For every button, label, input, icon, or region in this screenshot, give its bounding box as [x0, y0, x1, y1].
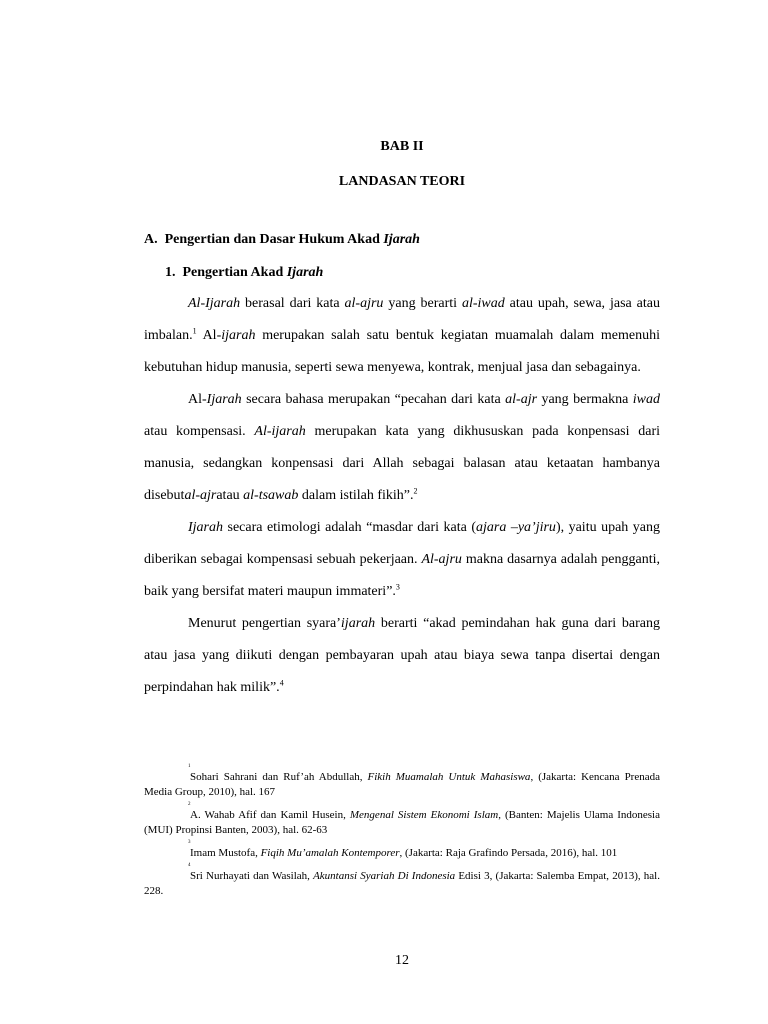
text: berasal dari kata: [240, 296, 345, 311]
chapter-title: LANDASAN TEORI: [338, 174, 466, 189]
footnote-text: [144, 869, 660, 899]
section-a-title-italic: Ijarah: [383, 232, 420, 247]
text: berarti “akad pemindahan hak guna dari barang atau jasa yang diikuti dengan pembayaran upah atau biaya sewa tanpa disertai dengan perpindahan hak milik”.: [144, 616, 660, 695]
text: secara etimologi adalah “masdar dari kata (: [223, 520, 476, 535]
term: al-tsawab: [243, 488, 299, 503]
footnote-text: [144, 770, 660, 800]
footnote-ref: 2: [413, 486, 418, 496]
term: al-ajr: [184, 488, 217, 503]
subsection-1-heading: [165, 264, 323, 282]
book-title: Akuntansi Syariah Di Indonesia: [313, 870, 456, 882]
text: , (Jakarta: Raja Grafindo Persada, 2016), hal. 101: [399, 847, 618, 859]
text: yang bermakna: [537, 392, 633, 407]
text: Sri Nurhayati dan Wasilah,: [190, 870, 314, 882]
term: Ijarah: [188, 520, 223, 535]
footnote-mark: 2: [188, 802, 191, 807]
footnote-ref: 4: [279, 678, 284, 688]
text: Edisi 3, (Jakarta: Salemba Empat, 2013), hal. 228.: [144, 870, 660, 897]
chapter-heading: BAB II: [380, 139, 424, 154]
text: Al-: [188, 392, 207, 407]
paragraph-1: [144, 288, 660, 384]
text: Menurut pengertian syara’: [188, 616, 341, 631]
footnote-2: [144, 802, 660, 838]
text: ), yaitu upah yang diberikan sebagai kompensasi sebuah pekerjaan.: [144, 520, 660, 567]
footnote-mark: 4: [188, 863, 191, 868]
text: dalam istilah fikih”.: [298, 488, 414, 503]
book-title: Mengenal Sistem Ekonomi Islam: [349, 809, 499, 821]
book-title: Fikih Muamalah Untuk Mahasiswa: [367, 771, 531, 783]
paragraph-2: [144, 384, 660, 512]
footnote-mark: 3: [188, 840, 191, 845]
text: secara bahasa merupakan “pecahan dari kata: [241, 392, 506, 407]
text: A. Wahab Afif dan Kamil Husein,: [190, 809, 350, 821]
term: al-iwad: [461, 296, 505, 311]
subsection-1-label: 1.: [165, 265, 176, 280]
text: , (Jakarta: Kencana Prenada Media Group, 2010), hal. 167: [144, 771, 660, 798]
footnote-4: [144, 863, 660, 899]
footnote-1: [144, 764, 660, 800]
paragraph-4: [144, 608, 660, 704]
text: Imam Mustofa,: [190, 847, 261, 859]
term: ijarah: [340, 616, 376, 631]
text: atau upah, sewa, jasa atau imbalan.: [144, 296, 660, 343]
footnote-ref: 1: [192, 326, 197, 336]
footnote-mark: 1: [188, 764, 191, 769]
term: Al-ijarah: [254, 424, 306, 439]
page-number: 12: [395, 953, 409, 968]
footnotes: [144, 764, 660, 901]
term: ijarah: [221, 328, 256, 343]
term: Al-Ijarah: [188, 296, 241, 311]
section-a-label: A.: [144, 232, 158, 247]
text: merupakan salah satu bentuk kegiatan muamalah dalam memenuhi kebutuhan hidup manusia, seperti sewa menyewa, kontrak, menjual jasa dan sebagainya.: [144, 328, 660, 375]
term: iwad: [632, 392, 660, 407]
subsection-1-title: Pengertian Akad: [182, 265, 287, 280]
text: yang berarti: [383, 296, 462, 311]
term: ajara –ya’jiru: [476, 520, 556, 535]
paragraph-3: [144, 512, 660, 608]
text: merupakan kata yang dikhususkan pada konpensasi dari manusia, sedangkan konpensasi dari Allah sebagai balasan atau ketaatan hambanya disebut: [144, 424, 660, 503]
body-text: [144, 288, 660, 704]
section-a-heading: [144, 231, 420, 249]
text: atau kompensasi.: [144, 424, 255, 439]
book-title: Fiqih Mu’amalah Kontemporer: [260, 847, 400, 859]
term: al-ajr: [505, 392, 538, 407]
text: makna dasarnya adalah pengganti, baik yang bersifat materi maupun immateri”.: [144, 552, 660, 599]
term: Ijarah: [206, 392, 242, 407]
text: , (Banten: Majelis Ulama Indonesia (MUI) Propinsi Banten, 2003), hal. 62-63: [144, 809, 660, 836]
text: Al-: [196, 328, 222, 343]
term: al-ajru: [344, 296, 384, 311]
term: Al-ajru: [421, 552, 462, 567]
footnote-ref: 3: [395, 582, 400, 592]
footnote-3: [144, 840, 660, 861]
section-a-title: Pengertian dan Dasar Hukum Akad: [164, 232, 384, 247]
text: atau: [216, 488, 244, 503]
footnote-text: [144, 846, 660, 861]
subsection-1-title-italic: Ijarah: [286, 265, 324, 280]
text: Sohari Sahrani dan Ruf’ah Abdullah,: [190, 771, 368, 783]
footnote-text: [144, 808, 660, 838]
